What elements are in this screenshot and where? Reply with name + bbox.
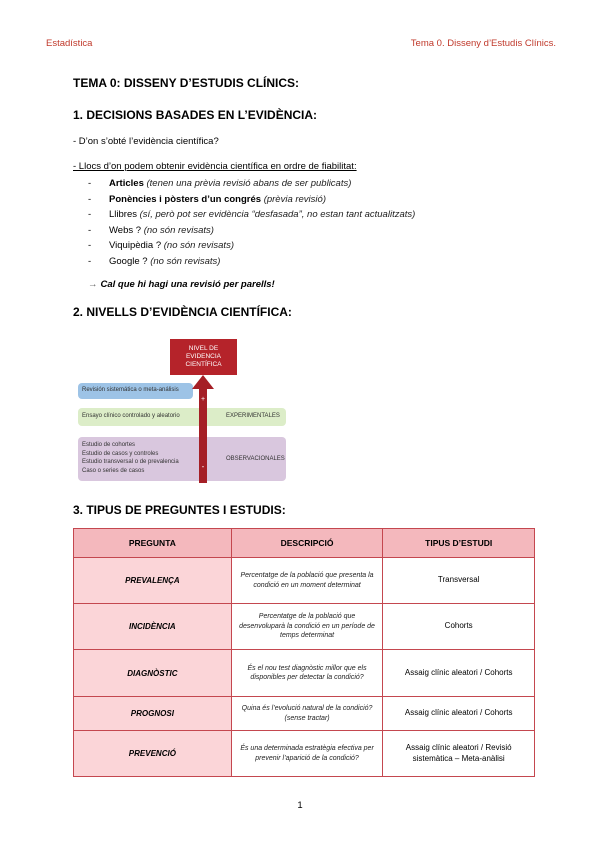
sources-list xyxy=(88,176,415,269)
question-cell: PROGNOSI xyxy=(74,697,232,731)
band-observational xyxy=(78,437,286,481)
question-cell: DIAGNÒSTIC xyxy=(74,650,232,697)
table-row xyxy=(74,697,535,731)
description-cell: És el nou test diagnòstic millor que els disponibles per detectar la condició? xyxy=(231,650,383,697)
minus-sign: - xyxy=(201,462,205,471)
source-name: Llibres xyxy=(109,209,137,220)
question-evidence-places: - Llocs d’on podem obtenir evidència científica en ordre de fiabilitat: xyxy=(73,161,357,172)
band2-category: EXPERIMENTALES xyxy=(226,413,280,419)
source-note: (no són revisats) xyxy=(143,224,214,236)
column-header: DESCRIPCIÓ xyxy=(231,529,383,558)
header-subject: Estadística xyxy=(46,38,93,49)
source-note: (no són revisats) xyxy=(150,255,221,267)
list-item: - Articles (tenen una prèvia revisió abans de ser publicats) xyxy=(88,178,352,189)
study-type-cell: Transversal xyxy=(383,558,535,604)
page-title: TEMA 0: DISSENY D’ESTUDIS CLÍNICS: xyxy=(73,76,300,90)
section1-heading: 1. DECISIONS BASADES EN L’EVIDÈNCIA: xyxy=(73,108,318,122)
arrow-right-icon: → xyxy=(88,279,98,290)
source-name: Viquipèdia ? xyxy=(109,240,162,251)
list-item: - Viquipèdia ? (no són revisats) xyxy=(88,240,234,251)
band3-category: OBSERVACIONALES xyxy=(226,456,285,462)
arrow-up-icon xyxy=(190,375,216,483)
page-number: 1 xyxy=(297,800,303,811)
source-name: Webs ? xyxy=(109,224,142,236)
list-item: - Ponències i pòsters d’un congrés (prèvia revisió) xyxy=(88,193,326,205)
section2-heading: 2. NIVELLS D’EVIDÈNCIA CIENTÍFICA: xyxy=(73,305,292,319)
study-types-table xyxy=(73,528,535,777)
source-name: Google ? xyxy=(109,255,148,267)
band3-item: Caso o series de casos xyxy=(82,467,145,474)
column-header: TIPUS D’ESTUDI xyxy=(383,529,535,558)
description-cell: Percentatge de la població que presenta la condició en un moment determinat xyxy=(231,558,383,604)
band2-label: Ensayo clínico controlado y aleatorio xyxy=(82,413,180,419)
study-type-cell: Assaig clínic aleatori / Revisió sistemàtica – Meta-anàlisi xyxy=(383,731,535,777)
band3-item: Estudio transversal o de prevalencia xyxy=(82,459,179,465)
column-header: PREGUNTA xyxy=(74,529,232,558)
band-meta-analysis: Revisión sistemática o meta-análisis xyxy=(78,383,193,399)
source-note: (prèvia revisió) xyxy=(263,193,326,205)
table-row xyxy=(74,731,535,777)
table-header-row xyxy=(74,529,535,558)
band-experimental xyxy=(78,408,286,426)
description-cell: És una determinada estratègia efectiva per prevenir l’aparició de la condició? xyxy=(231,731,383,777)
source-note: (no són revisats) xyxy=(163,240,234,251)
table-row xyxy=(74,558,535,604)
source-name: Ponències i pòsters d’un congrés xyxy=(109,193,262,205)
list-item: - Google ? (no són revisats) xyxy=(88,255,221,267)
question-cell: PREVENCIÓ xyxy=(74,731,232,777)
description-cell: Percentatge de la població que desenvoluparà la condició en un període de temps determinat xyxy=(231,604,383,650)
study-type-cell: Cohorts xyxy=(383,604,535,650)
table-row xyxy=(74,650,535,697)
section3-heading: 3. TIPUS DE PREGUNTES I ESTUDIS: xyxy=(73,503,286,517)
list-item: - Webs ? (no són revisats) xyxy=(88,224,214,236)
header-topic: Tema 0. Disseny d’Estudis Clínics. xyxy=(410,38,556,49)
question-evidence-source: - D’on s’obté l’evidència científica? xyxy=(73,136,219,147)
plus-sign: + xyxy=(200,396,206,403)
band3-items xyxy=(82,441,179,475)
peer-review-note: → Cal que hi hagi una revisió per parells! xyxy=(88,279,275,290)
description-cell: Quina és l’evolució natural de la condició? (sense tractar) xyxy=(231,697,383,731)
source-note: (tenen una prèvia revisió abans de ser publicats) xyxy=(146,178,352,189)
question-cell: INCIDÈNCIA xyxy=(74,604,232,650)
question-cell: PREVALENÇA xyxy=(74,558,232,604)
band3-item: Estudio de cohortes xyxy=(82,442,136,448)
source-name: Articles xyxy=(109,178,144,189)
list-item: - Llibres (sí, però pot ser evidència “desfasada”, no estan tant actualitzats) xyxy=(88,209,416,220)
table-row xyxy=(74,604,535,650)
band3-item: Estudio de casos y controles xyxy=(82,450,159,457)
source-note: (sí, però pot ser evidència “desfasada”, no estan tant actualitzats) xyxy=(139,209,416,220)
study-type-cell: Assaig clínic aleatori / Cohorts xyxy=(383,650,535,697)
study-type-cell: Assaig clínic aleatori / Cohorts xyxy=(383,697,535,731)
evidence-level-label: NIVEL DE EVIDENCIA CIENTÍFICA xyxy=(170,339,237,375)
